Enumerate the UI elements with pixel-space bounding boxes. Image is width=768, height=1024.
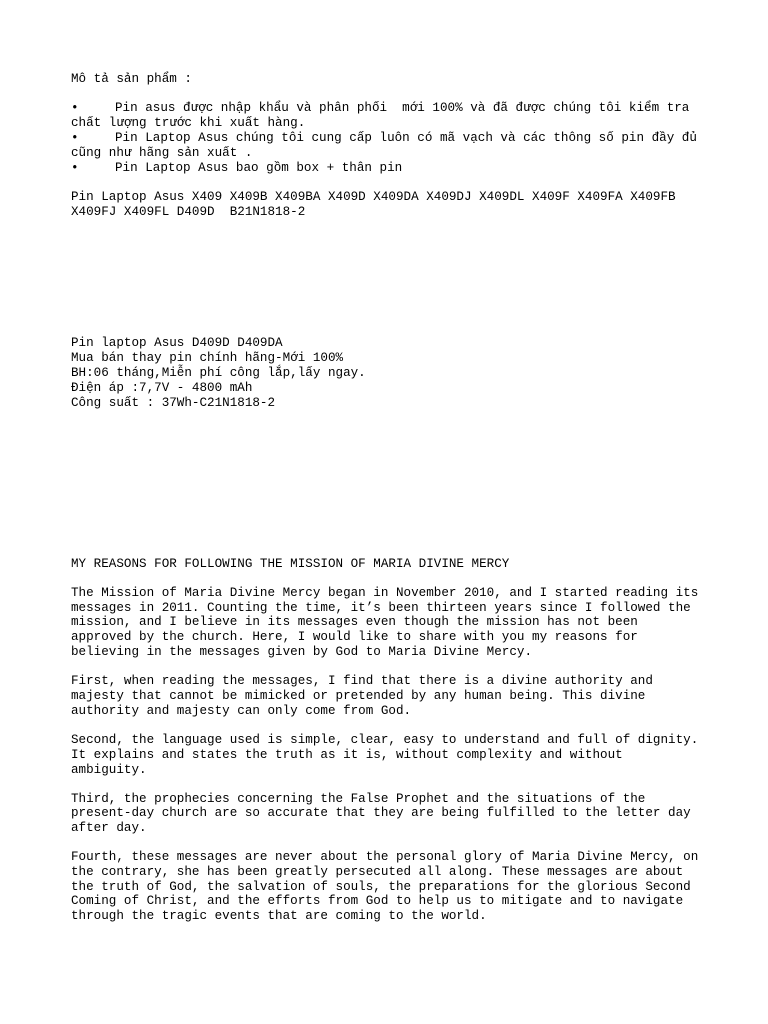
product-heading: Mô tả sản phẩm : [71,72,192,86]
essay-title: MY REASONS FOR FOLLOWING THE MISSION OF MARIA DIVINE MERCY [71,557,510,571]
text-line: BH:06 tháng,Miễn phí công lắp,lấy ngay. [71,366,366,380]
bullet-text: Pin Laptop Asus chúng tôi cung cấp luôn có mã vạch và các thông số pin đầy đủ [115,131,697,145]
text-line: Second, the language used is simple, clear, easy to understand and full of dignity. [71,733,699,747]
text-line: the contrary, she has been greatly persecuted all along. These messages are about [71,865,684,879]
text-line: Third, the prophecies concerning the False Prophet and the situations of the [71,792,646,806]
text-line: The Mission of Maria Divine Mercy began in November 2010, and I started reading its [71,586,699,600]
bullet-text: Pin asus được nhập khẩu và phân phối mới 100% và đã được chúng tôi kiểm tra [115,101,690,115]
bullet-glyph: • [71,161,79,175]
text-line: First, when reading the messages, I find that there is a divine authority and [71,674,653,688]
text-line: Coming of Christ, and the efforts from God to help us to mitigate and to navigate [71,894,684,908]
text-line: Mua bán thay pin chính hãng-Mới 100% [71,351,344,365]
text-line: ambiguity. [71,763,147,777]
text-line: Fourth, these messages are never about the personal glory of Maria Divine Mercy, on [71,850,699,864]
text-line: present-day church are so accurate that they are being fulfilled to the letter day [71,806,691,820]
text-line: Pin Laptop Asus X409 X409B X409BA X409D X409DA X409DJ X409DL X409F X409FA X409FB [71,190,676,204]
text-line: approved by the church. Here, I would like to share with you my reasons for [71,630,638,644]
text-line: authority and majesty can only come from God. [71,704,412,718]
text-line: majesty that cannot be mimicked or pretended by any human being. This divine [71,689,646,703]
text-line: Pin laptop Asus D409D D409DA [71,336,283,350]
text-line: after day. [71,821,147,835]
text-line: Công suất : 37Wh-C21N1818-2 [71,396,276,410]
text-line: X409FJ X409FL D409D B21N1818-2 [71,205,306,219]
text-line: It explains and states the truth as it is, without complexity and without [71,748,623,762]
text-line: Điện áp :7,7V - 4800 mAh [71,381,253,395]
bullet-glyph: • [71,101,79,115]
text-line: messages in 2011. Counting the time, it’s been thirteen years since I followed the [71,601,691,615]
text-line: believing in the messages given by God to Maria Divine Mercy. [71,645,533,659]
bullet-text-continued: cũng như hãng sản xuất . [71,146,253,160]
text-line: the truth of God, the salvation of souls, the preparations for the glorious Second [71,880,691,894]
bullet-text: Pin Laptop Asus bao gồm box + thân pin [115,161,403,175]
bullet-glyph: • [71,131,79,145]
text-line: mission, and I believe in its messages even though the mission has not been [71,615,638,629]
text-line: through the tragic events that are coming to the world. [71,909,487,923]
document-page [71,0,731,1024]
bullet-text-continued: chất lượng trước khi xuất hàng. [71,116,306,130]
